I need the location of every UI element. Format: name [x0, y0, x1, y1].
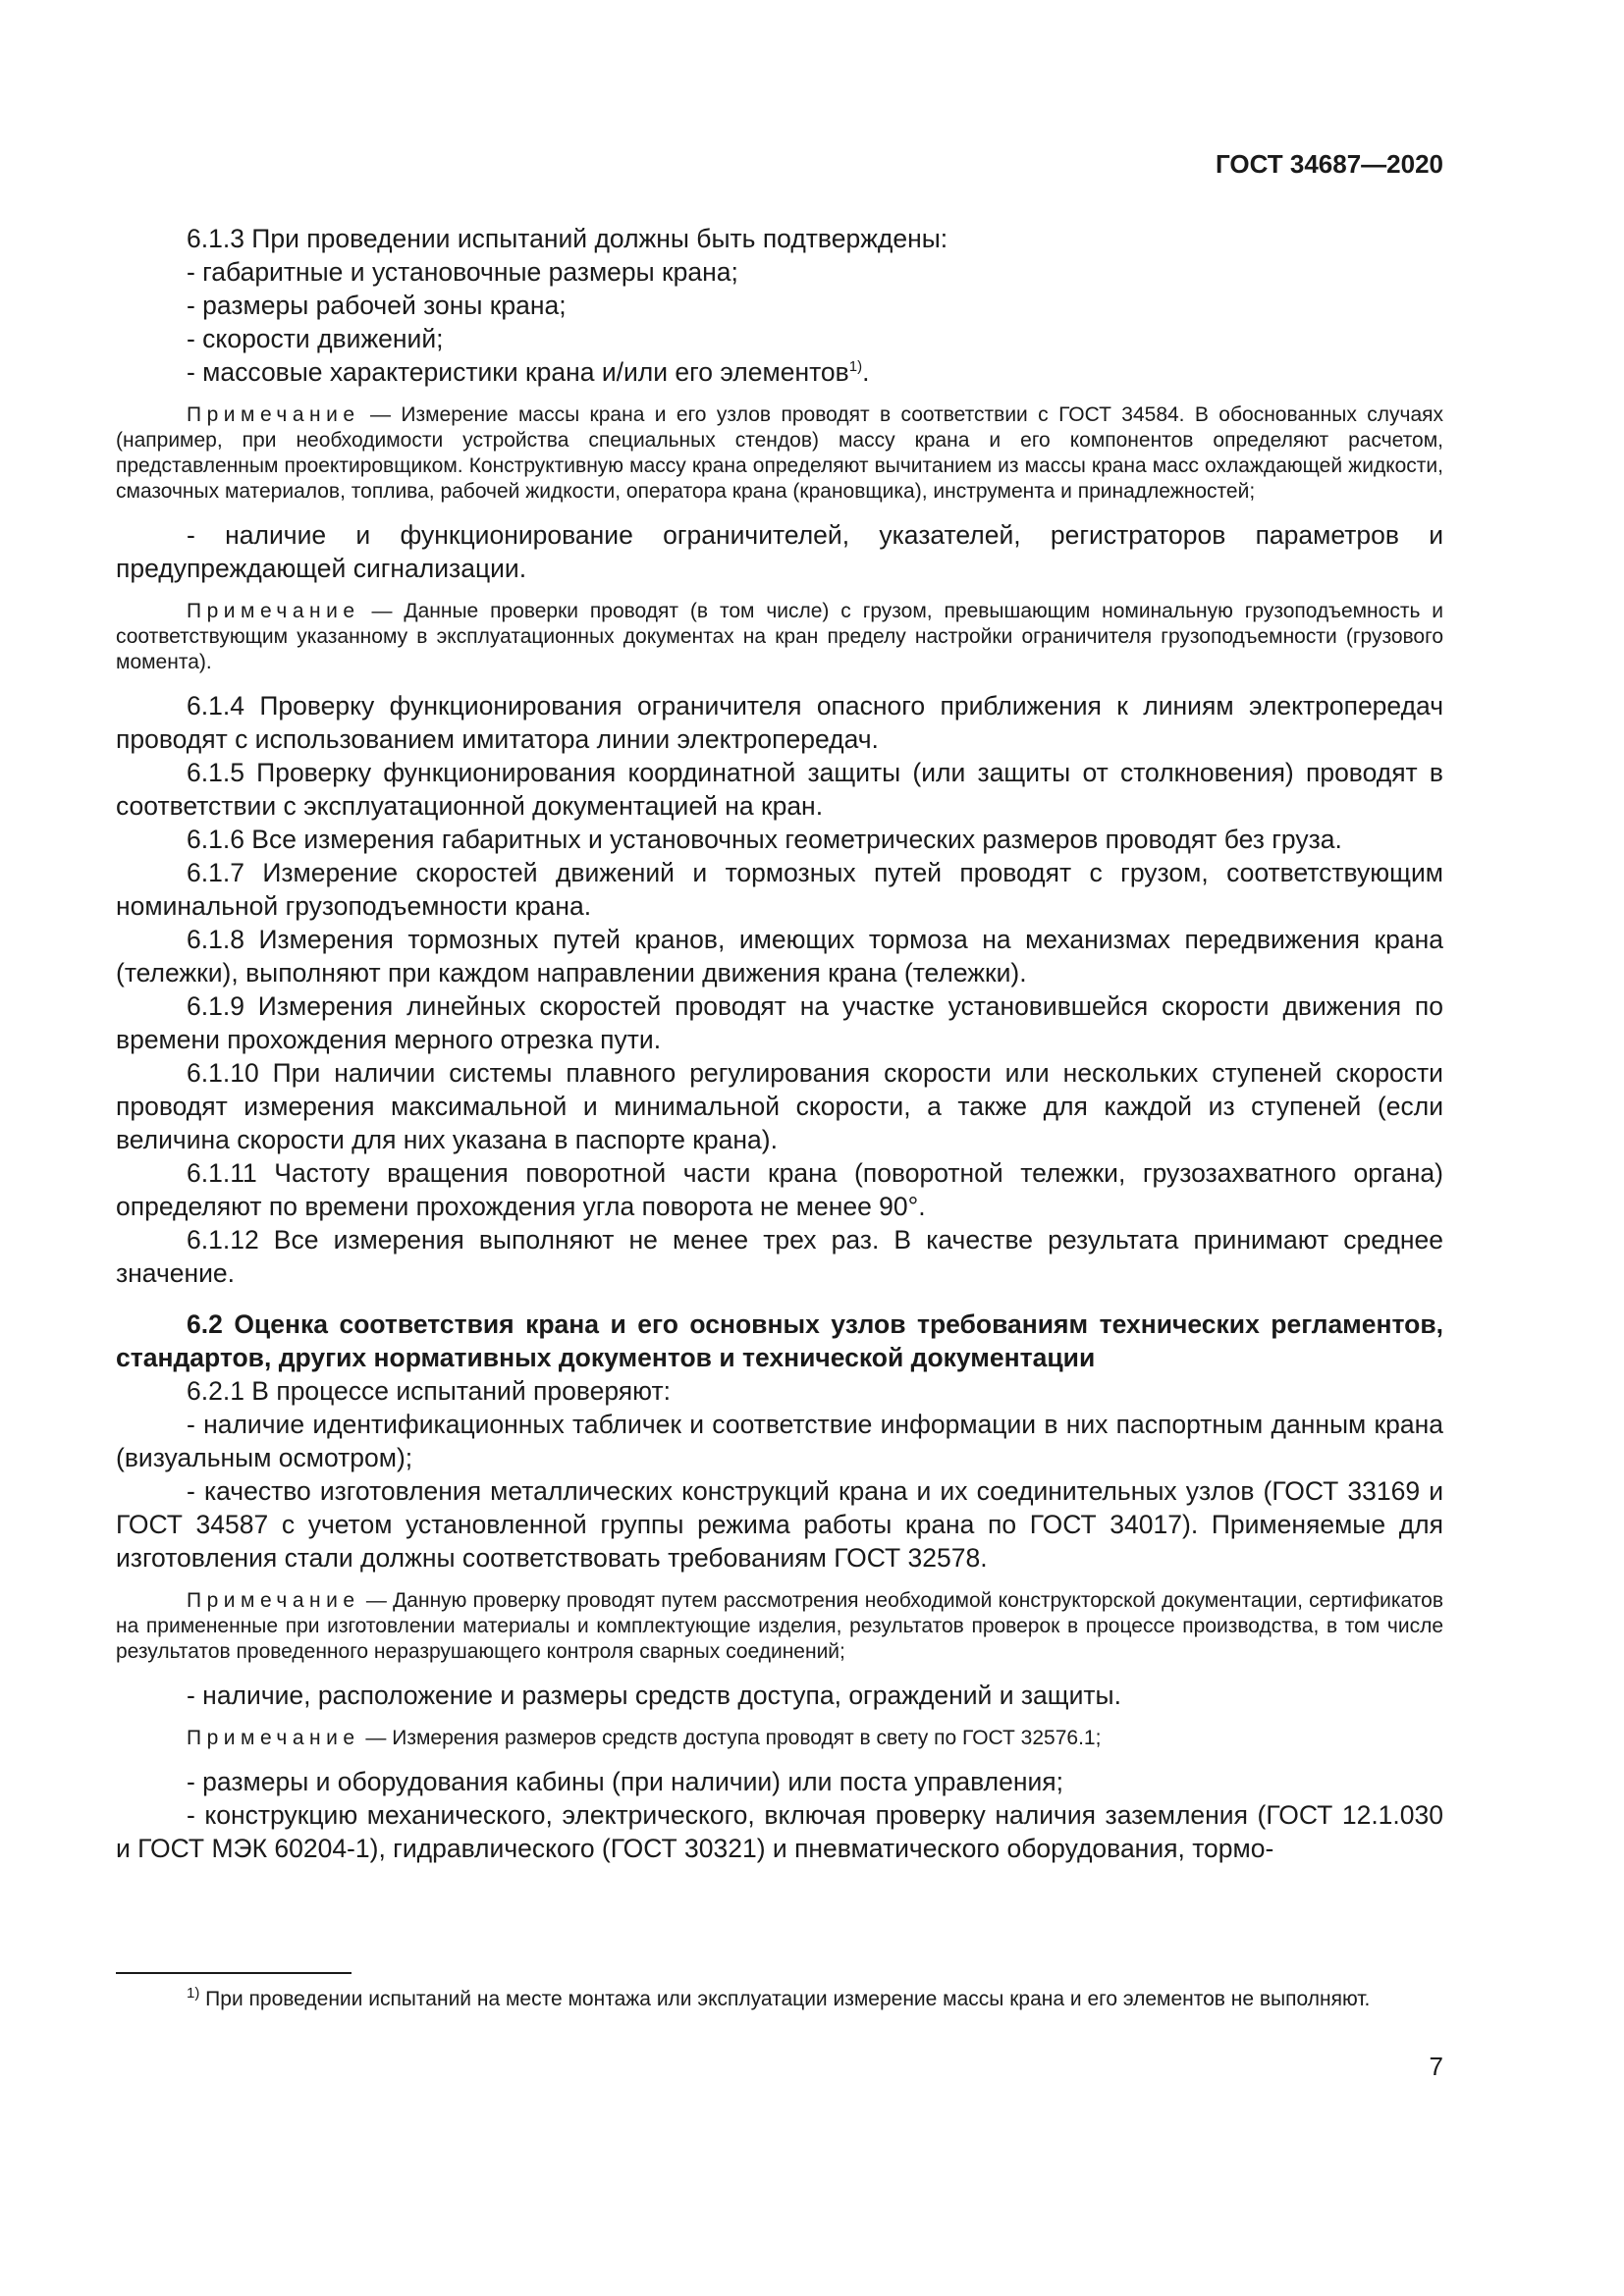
- note-dash: —: [359, 1589, 394, 1612]
- note-text: Измерение массы крана и его узлов проводят в соответствии с ГОСТ 34584. В обоснованных случаях (например, при необходимости устройства специальных стендов) массу крана и его компонентов определяют расчетом, представленным проектировщиком. Конструктивную массу крана определяют вычитанием из массы крана масс охлаждающей жидкости, смазочных материалов, топлива, рабочей жидкости, оператора крана (крановщика), инструмента и принадлежностей;: [116, 403, 1443, 503]
- footnote-reference: 1): [848, 358, 863, 376]
- note-1: [116, 402, 1443, 505]
- note-text: Измерения размеров средств доступа проводят в свету по ГОСТ 32576.1;: [392, 1727, 1102, 1749]
- list-item-limiters: - наличие и функционирование ограничителей, указателей, регистраторов параметров и предупреждающей сигнализации.: [116, 520, 1443, 583]
- note-label: Примечание: [187, 1727, 360, 1749]
- footnote-mark: 1): [187, 1985, 200, 2002]
- list-item-end: .: [862, 357, 870, 387]
- paragraph-6-2-1: 6.2.1 В процессе испытаний проверяют:: [187, 1376, 671, 1406]
- paragraph-6-1-6: 6.1.6 Все измерения габаритных и установочных геометрических размеров проводят без груза.: [187, 825, 1342, 854]
- page-number: 7: [1429, 2052, 1443, 2081]
- list-item: - размеры рабочей зоны крана;: [187, 291, 567, 320]
- note-text: Данные проверки проводят (в том числе) с грузом, превышающим номинальную грузоподъемность и соответствующим указанному в эксплуатационных документах на кран пределу настройки ограничителя грузоподъемности (грузового момента).: [116, 600, 1444, 673]
- note-label: Примечание: [187, 1589, 360, 1612]
- note-dash: —: [359, 600, 405, 622]
- paragraph-6-1-3: 6.1.3 При проведении испытаний должны быть подтверждены:: [187, 224, 948, 253]
- note-text: Данную проверку проводят путем рассмотрения необходимой конструкторской документации, сертификатов на примененные при изготовлении материалы и комплектующие изделия, результатов проверок в процессе производства, в том числе результатов проведенного неразрушающего контроля сварных соединений;: [116, 1589, 1443, 1663]
- paragraph-6-1-12: 6.1.12 Все измерения выполняют не менее трех раз. В качестве результата принимают среднее значение.: [116, 1225, 1443, 1288]
- list-item-quality: - качество изготовления металлических конструкций крана и их соединительных узлов (ГОСТ 33169 и ГОСТ 34587 с учетом установленной группы режима работы крана по ГОСТ 34017). Применяемые для изготовления стали должны соответствовать требованиям ГОСТ 32578.: [116, 1476, 1443, 1573]
- document-code-header: ГОСТ 34687—2020: [1216, 149, 1443, 179]
- note-dash: —: [359, 1727, 393, 1749]
- note-label: Примечание: [187, 600, 360, 622]
- paragraph-6-1-10: 6.1.10 При наличии системы плавного регулирования скорости или нескольких ступеней скорости проводят измерения максимальной и минимальной скорости, а также для каждой из ступеней (если величина скорости для них указана в паспорте крана).: [116, 1058, 1443, 1154]
- note-4: [116, 1726, 1443, 1751]
- list-item-cabin: - размеры и оборудования кабины (при наличии) или поста управления;: [187, 1767, 1063, 1796]
- section-heading-6-2: 6.2 Оценка соответствия крана и его основных узлов требованиям технических регламентов, стандартов, других нормативных документов и технической документации: [116, 1309, 1443, 1372]
- document-body: [116, 222, 1443, 1865]
- list-item-access: - наличие, расположение и размеры средств доступа, ограждений и защиты.: [187, 1681, 1121, 1710]
- footnote-divider: [116, 1972, 352, 1974]
- list-item-design: - конструкцию механического, электрического, включая проверку наличия заземления (ГОСТ 12.1.030 и ГОСТ МЭК 60204-1), гидравлического (ГОСТ 30321) и пневматического оборудования, тормо-: [116, 1800, 1443, 1863]
- paragraph-6-1-7: 6.1.7 Измерение скоростей движений и тормозных путей проводят с грузом, соответствующим номинальной грузоподъемности крана.: [116, 858, 1443, 921]
- paragraph-6-1-9: 6.1.9 Измерения линейных скоростей проводят на участке установившейся скорости движения по времени прохождения мерного отрезка пути.: [116, 991, 1443, 1054]
- paragraph-6-1-5: 6.1.5 Проверку функционирования координатной защиты (или защиты от столкновения) проводят в соответствии с эксплуатационной документацией на кран.: [116, 758, 1443, 821]
- list-item-mass: [116, 355, 1443, 389]
- list-item: - скорости движений;: [187, 324, 444, 353]
- footnote: [116, 1986, 1443, 2012]
- footnote-text: При проведении испытаний на месте монтажа или эксплуатации измерение массы крана и его элементов не выполняют.: [199, 1988, 1371, 2010]
- paragraph-6-1-8: 6.1.8 Измерения тормозных путей кранов, имеющих тормоза на механизмах передвижения крана (тележки), выполняют при каждом направлении движения крана (тележки).: [116, 925, 1443, 988]
- paragraph-6-1-4: 6.1.4 Проверку функционирования ограничителя опасного приближения к линиям электропередач проводят с использованием имитатора линии электропередач.: [116, 691, 1443, 754]
- list-item-text: - массовые характеристики крана и/или его элементов: [187, 357, 849, 387]
- list-item: - габаритные и установочные размеры крана;: [187, 257, 738, 287]
- note-3: [116, 1588, 1443, 1665]
- list-item-plates: - наличие идентификационных табличек и соответствие информации в них паспортным данным крана (визуальным осмотром);: [116, 1410, 1443, 1472]
- paragraph-6-1-11: 6.1.11 Частоту вращения поворотной части крана (поворотной тележки, грузозахватного органа) определяют по времени прохождения угла поворота не менее 90°.: [116, 1158, 1443, 1221]
- note-dash: —: [359, 403, 402, 426]
- note-label: Примечание: [187, 403, 360, 426]
- note-2: [116, 599, 1443, 675]
